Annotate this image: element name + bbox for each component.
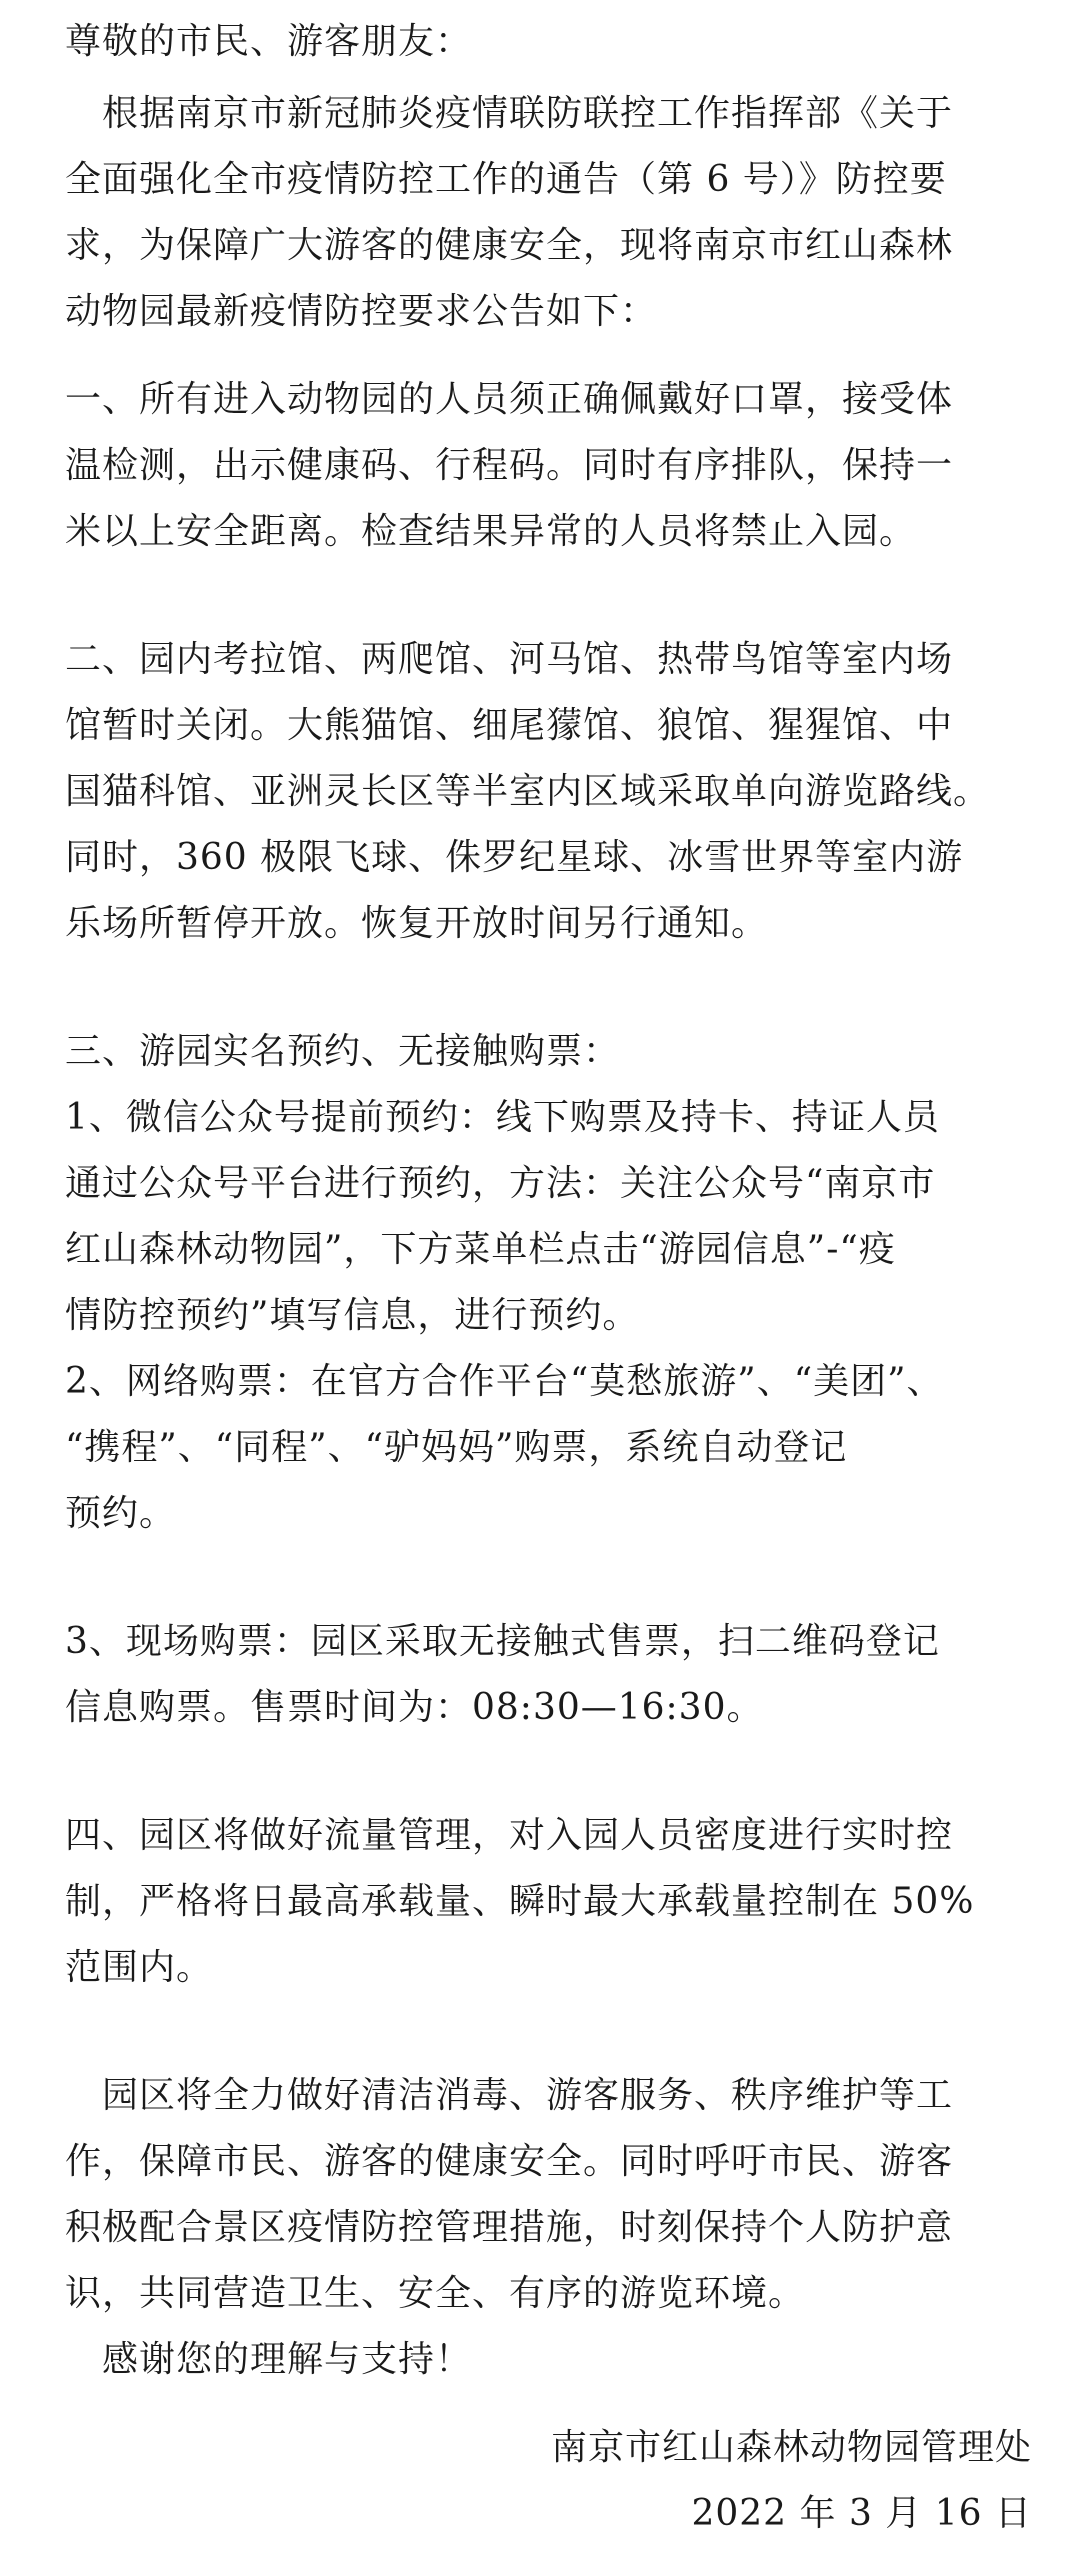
section3-item3-line: 3、现场购票：园区采取无接触式售票，扫二维码登记 <box>65 1621 940 1662</box>
section3-item1-line: 情防控预约”填写信息，进行预约。 <box>65 1295 640 1336</box>
intro-line: 求，为保障广大游客的健康安全，现将南京市红山森林 <box>65 225 954 266</box>
closing-line: 识，共同营造卫生、安全、有序的游览环境。 <box>65 2273 806 2314</box>
section1-line: 米以上安全距离。检查结果异常的人员将禁止入园。 <box>65 511 917 552</box>
closing-line: 作，保障市民、游客的健康安全。同时呼吁市民、游客 <box>65 2141 954 2182</box>
section4-line: 范围内。 <box>65 1947 214 1988</box>
section3-item2-line: 2、网络购票：在官方合作平台“莫愁旅游”、“美团”、 <box>65 1361 944 1402</box>
section3-item2-line: 预约。 <box>65 1493 177 1534</box>
signature: 南京市红山森林动物园管理处 <box>550 2427 1032 2468</box>
section3-item1-line: 1、微信公众号提前预约：线下购票及持卡、持证人员 <box>65 1097 940 1138</box>
section1-line: 一、所有进入动物园的人员须正确佩戴好口罩，接受体 <box>65 379 954 420</box>
section4-line: 四、园区将做好流量管理，对入园人员密度进行实时控 <box>65 1815 954 1856</box>
section2-line: 同时，360 极限飞球、侏罗纪星球、冰雪世界等室内游 <box>65 837 964 878</box>
date: 2022 年 3 月 16 日 <box>691 2493 1032 2534</box>
section3-item1-line: 通过公众号平台进行预约，方法：关注公众号“南京市 <box>65 1163 936 1204</box>
thanks-text: 感谢您的理解与支持！ <box>102 2339 473 2380</box>
section2-line: 乐场所暂停开放。恢复开放时间另行通知。 <box>65 903 769 944</box>
section1-line: 温检测，出示健康码、行程码。同时有序排队，保持一 <box>65 445 954 486</box>
section3-title: 三、游园实名预约、无接触购票： <box>65 1031 621 1072</box>
section3-item1-line: 红山森林动物园”，下方菜单栏点击“游园信息”-“疫 <box>65 1229 896 1270</box>
section2-line: 馆暂时关闭。大熊猫馆、细尾獴馆、狼馆、猩猩馆、中 <box>65 705 954 746</box>
intro-line: 动物园最新疫情防控要求公告如下： <box>65 291 658 332</box>
intro-line: 根据南京市新冠肺炎疫情联防联控工作指挥部《关于 <box>102 93 954 134</box>
section2-line: 国猫科馆、亚洲灵长区等半室内区域采取单向游览路线。 <box>65 771 991 812</box>
intro-line: 全面强化全市疫情防控工作的通告（第 6 号）》防控要 <box>65 159 947 200</box>
greeting: 尊敬的市民、游客朋友： <box>65 21 473 62</box>
section2-line: 二、园内考拉馆、两爬馆、河马馆、热带鸟馆等室内场 <box>65 639 954 680</box>
section3-item2-line: “携程”、“同程”、“驴妈妈”购票，系统自动登记 <box>65 1427 848 1468</box>
section4-line: 制，严格将日最高承载量、瞬时最大承载量控制在 50% <box>65 1881 975 1922</box>
section3-item3-line: 信息购票。售票时间为：08:30—16:30。 <box>65 1687 764 1728</box>
closing-line: 园区将全力做好清洁消毒、游客服务、秩序维护等工 <box>102 2075 954 2116</box>
closing-line: 积极配合景区疫情防控管理措施，时刻保持个人防护意 <box>65 2207 954 2248</box>
